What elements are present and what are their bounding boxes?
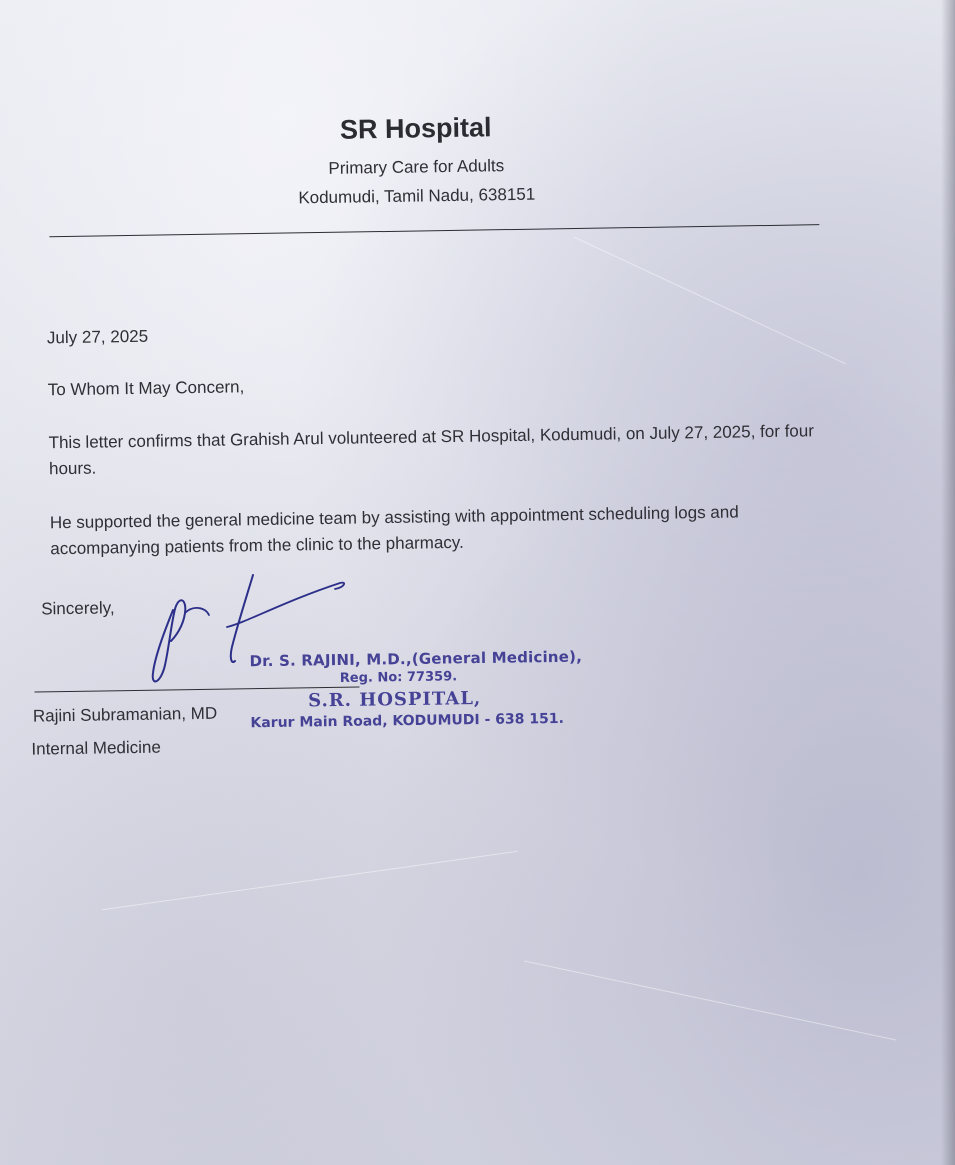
hospital-name: SR Hospital [339,112,492,145]
letter-salutation: To Whom It May Concern, [47,377,245,400]
doctor-stamp [249,647,583,732]
stamp-registration: Reg. No: 77359. [339,669,458,686]
hospital-subtitle: Primary Care for Adults [328,156,505,178]
stamp-hospital-name: S.R. HOSPITAL, [308,688,482,712]
stamp-address: Karur Main Road, KODUMUDI - 638 151. [250,710,565,732]
signer-name: Rajini Subramanian, MD [32,703,218,726]
letter-closing: Sincerely, [41,598,115,619]
letter-paragraph-2: He supported the general medicine team by assisting with appointment scheduling logs and accompanying patients from the clinic to the pharmacy. [49,502,739,559]
paper-edge-shadow [941,0,955,1165]
signer-title: Internal Medicine [31,737,162,759]
stamp-doctor-name: Dr. S. RAJINI, M.D.,(General Medicine), [249,647,583,671]
header-divider [49,224,819,237]
letter-paragraph-1: This letter confirms that Grahish Arul volunteered at SR Hospital, Kodumudi, on July 27, 2025, for four hours. [48,421,815,479]
hospital-address: Kodumudi, Tamil Nadu, 638151 [298,184,536,208]
letter-date: July 27, 2025 [46,326,149,348]
